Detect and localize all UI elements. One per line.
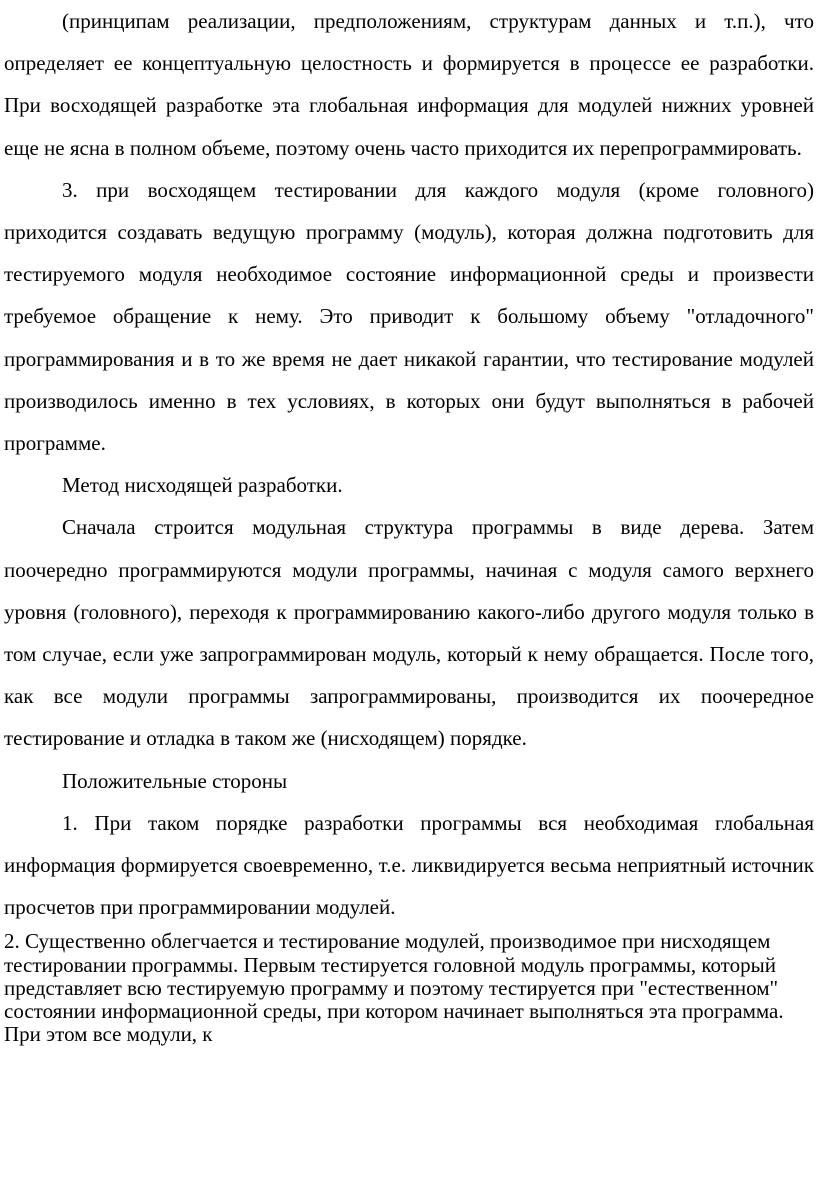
subheading-positive-sides: Положительные стороны: [62, 768, 288, 793]
paragraph-point-1: 1. При таком порядке разработки программы вся необходимая глобальная информация формируется своевременно, т.е. ликвидируется весьма неприятный источник просчетов при программировании модулей.: [4, 810, 814, 920]
paragraph-point-3: 3. при восходящем тестировании для каждого модуля (кроме головного) приходится создавать ведущую программу (модуль), которая должна подготовить для тестируемого модуля необходимое состояние информационной среды и произвести требуемое обращение к нему. Это приводит к большому объему "отладочного" программирования и в то же время не дает никакой гарантии, что тестирование модулей производилось именно в тех условиях, в которых они будут выполняться в рабочей программе.: [4, 177, 814, 456]
paragraph-point-2: 2. Существенно облегчается и тестирование модулей, производимое при нисходящем тестировании программы. Первым тестируется головной модуль программы, который представляет всю тестируемую программу и поэтому тестируется при "естественном" состоянии информационной среды, при котором начинает выполняться эта программа. При этом все модули, к: [4, 929, 784, 1047]
paragraph-method-description: Сначала строится модульная структура программы в виде дерева. Затем поочередно программируются модули программы, начиная с модуля самого верхнего уровня (головного), переходя к программированию какого-либо другого модуля только в том случае, если уже запрограммирован модуль, который к нему обращается. После того, как все модули программы запрограммированы, производится их поочередное тестирование и отладка в таком же (нисходящем) порядке.: [4, 515, 814, 751]
section-heading: Метод нисходящей разработки.: [62, 473, 343, 498]
document-page: [4, 0, 814, 1046]
paragraph-continuation: (принципам реализации, предположениям, структурам данных и т.п.), что определяет ее концептуальную целостность и формируется в процессе ее разработки. При восходящей разработке эта глобальная информация для модулей нижних уровней еще не ясна в полном объеме, поэтому очень часто приходится их перепрограммировать.: [4, 9, 814, 160]
